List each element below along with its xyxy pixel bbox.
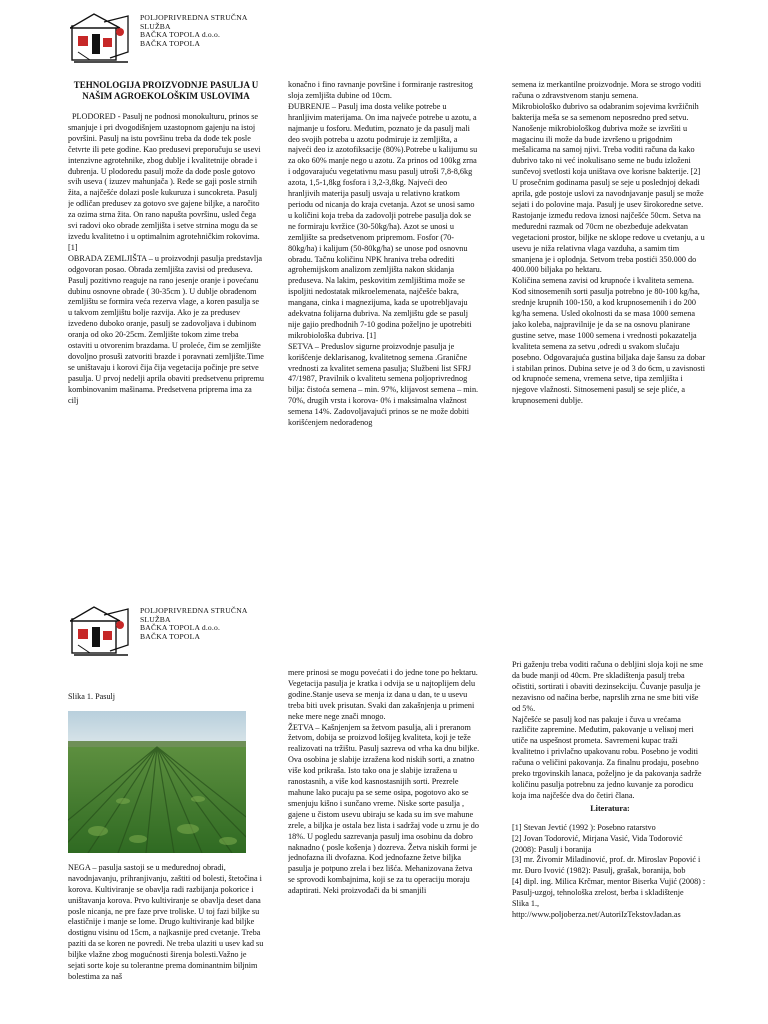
- paragraph: ŽETVA – Kašnjenjem sa žetvom pasulja, ali i preranom žetvom, dobija se proizvod lošijeg kvaliteta, koji je teže realizovati na tržištu. Pasulj sazreva od vrha ka dnu biljke. Ova osobina je slabije izražena kod niskih sorti, a znatno više kod prikraša. Isto tako ona je slabije izražena u ranostasnih, a više kod kasnostasnijih sorti. Prezrele mahune lako pucaju pa se seme osipa, pogotovo ako se smenjuju kišno i sunčano vreme. Niske sorte pasulja , gajene u čistom usevu ubiraju se kada su im sve mahune zrele, a biljka je ostala bez lista i sadržaj vode u zrnu je do 18%. U pogledu sazrevanja pasulj ima osobinu da dobro naknadno ( posle košenja ) dozreva. Žetva niskih formi je jednofazna ili dvofazna. Kod jednofazne žetve biljka pasulja je potpuno zrela i bez lišća. Mehanizovana žetva se sprovodi kombajnima, koji se za tu operaciju moraju adaptirati. Neki proizvođači da bi smanjili: [288, 722, 480, 896]
- page2-column-3: [512, 660, 708, 1024]
- page2-column-1: [68, 686, 264, 1024]
- reference-item: [2] Jovan Todorović, Mirjana Vasić, Vida Todorović (2008): Pasulj i boranija: [512, 833, 683, 854]
- org-line: BAČKA TOPOLA: [140, 38, 201, 48]
- paragraph: ĐUBRENJE – Pasulj ima dosta velike potrebe u hranljivim materijama. On ima najveće potrebe u azotu, a najmanje u fosforu. Međutim, poznato je da pasulj mali deo svojih potreba u azotu podmiruje iz zemljišta, a najveći deo iz azotofiksacije (80%).Potrebe u kalijumu su za oko 60% manje nego u azotu. Za prinos od 100kg zrna i odgovarajuću vegetativnu masu pasulj utroši 7,8-8,6kg azota, 1,5-1,8kg fosfora i 3,2-3,8kg. Najveći deo hranljivih materija pasulj usvaja u relativno kratkom periodu od nicanja do kraja cvetanja. Azot se unosi samo u količini koja treba da zadovolji potrebe pasulja dok se ne formiraju kvržice (30-50kg/ha). Azot se unosi u zemljište sa predsetvenom pripremom. Fosfor (70-80kg/ha) i kalijum (50-80kg/ha) se unose pod osnovnu obradu. Tačnu količinu NPK hraniva treba odrediti agrohemijskom analizom zemljišta nakon skidanja preduseva. Na lakim, peskovitim zemljištima može se ispoljiti nedostatak mikroelemenata, najčešće bakra, mangana, cinka i magnezijuma, kada se upotrebljavaju adekvatna folijarna đubriva. Na zemljištu gde se pasulj nije gajio predhodnih 7-10 godina poželjno je upotrebiti mikrobiološka đubriva. [1]: [288, 101, 478, 340]
- paragraph: semena iz merkantilne proizvodnje. Mora se strogo voditi računa o zdravstvenom stanju semena.: [512, 80, 702, 100]
- paragraph: Mikrobiološko đubrivo sa odabranim sojevima kvržičnih bakterija meša se sa semenom neposredno pred setvu. Nanošenje mikrobiološkog đubriva može se izvršiti u magacinu ili može da bude izvršeno u prigodnim mešalicama na samoj njivi. Treba voditi računa da kako đubrivo tako ni već inokulisano seme ne budu izloženi sunčevoj svetlosti koja uništava ove korisne bakterije. [2]: [512, 101, 701, 177]
- paragraph: U prosečnim godinama pasulj se seje u poslednjoj dekadi aprila, gde postoje uslovi za navodnjavanje pasulj se može sejati i do polovine maja. Pasulj je usev širokoredne setve. Rastojanje između redova iznosi najčešće 50cm. Setva na međuredni razmak od 70cm ne obezbeđuje adekvatan vegetacioni prostor, biljke ne sklope redove u cvetanju, a u usevu je niža relativna vlaga vazduha, a samim tim smanjena je i oplodnja. Setvom treba postići 350.000 do 400.000 biljaka po hektaru.: [512, 178, 705, 275]
- organization-logo-icon: [70, 605, 132, 661]
- reference-link[interactable]: http://www.poljoberza.net/AutoriIzTekstovJadan.as: [512, 909, 681, 919]
- paragraph: Vegetacija pasulja je kratka i odvija se u najtoplijem delu godine.Stanje useva se menja iz dana u dan, te u usevu treba biti uvek prisutan. Svaki dan zakašnjenja u primeni neke mere nege znači mnogo.: [288, 678, 476, 721]
- paragraph: Najčešće se pasulj kod nas pakuje i čuva u vrećama različite zapremine. Međutim, pakovanje u veliкој meri utiče na uspešnost prometa. Savremeni kupac traži kvalitetno i privlačno upakovanu robu. Posebno je voditi računa o veličini pakovanja. Za finalnu prodaju, posebno preko trgovinskih lanaca, poželjno je da pakovanja sadrže količinu pasulja potrebnu za jedno kuvanje za porodicu koja ima najčešće dva do četiri člana.: [512, 714, 702, 800]
- org-line: POLJOPRIVREDNA STRUČNA: [140, 13, 248, 22]
- paragraph: Pri gaženju treba voditi računa o debljini sloja koji ne sme da bude manji od 40cm. Pre skladištenja pasulj treba očistiti, sortirati i obaviti dezinsekciju. Čuvanje pasulja je nezavisno od načina berbe, naprslih zrna ne sme biti više od 5%.: [512, 660, 703, 713]
- organization-name: [140, 607, 248, 641]
- reference-item: [3] mr. Živomir Miladinović, prof. dr. Miroslav Popović i mr. Đuro Ivović (1982): Pasulj, grašak, boranija, bob: [512, 855, 701, 876]
- organization-name: [140, 14, 248, 48]
- org-line: BAČKA TOPOLA d.o.o.: [140, 30, 221, 40]
- org-line: POLJOPRIVREDNA STRUČNA: [140, 606, 248, 615]
- paragraph: NEGA – pasulja sastoji se u međurednoj obradi, navodnjavanju, prihranjivanju, zaštiti od bolesti, štetočina i korova. Kultiviranje se obavlja radi razbijanja pokorice i uništavanja korova. Prvo kultiviranje se obavlja deset dana posle nicanja, ne pre faze prve troliske. U toj fazi biljke su elastičnije i manje se lome. Drugo kultiviranje kad biljke dostignu visinu od 15cm, a najkasnije pred cvetanje. Treba paziti da se koren ne povredi. Ne treba ulaziti u usev kad su biljke vlažne zbog mogućnosti širenja bolesti.Važno je sejati sorte koje su tolerantne prema dominantnim biljnim bolestima za naš: [68, 862, 264, 981]
- reference-item: [4] dipl. ing. Milica Krčmar, mentor Biserka Vujić (2008) : Pasulj-uzgoj, tehnološka zrelost, berba i skladištenje: [512, 877, 706, 898]
- paragraph: SETVA – Preduslov sigurne proizvodnje pasulja je korišćenje deklarisanog, kvalitetnog semena .Granične vrednosti za kvalitet semena pasulja; Službeni list SFRJ 47/1987, Pravilnik o kvalitetu semena poljoprivrednog bilja: čistoća semena – min. 97%, klijavost semena – min. 70%, drugih vrsta i korova- 0% i maksimalna vlažnost semena 14%. Zadovoljavajući prinos se ne može dobiti korišćenjem nedorađenog: [288, 341, 479, 428]
- bean-field-photo: [68, 711, 246, 853]
- paragraph: PLODORED - Pasulj ne podnosi monokulturu, prinos se smanjuje i pri dvogodišnjem uzastopnom gajenju na istoj površini. Pasulj na istu površinu treba da dođe tek posle četvrte ili pete godine. Kao predusevi preporučuju se usevi intenzivne agrotehnike, zbog dublje i kvalitetnije obrade i đubrenja. U plodoredu pasulj može da dođe posle gotovo svih useva ( izuzev mahunjača ). Ređe se gaji posle strnih žita, a najčešće dolazi posle kukuruza i suncokreta. Pasulj je odličan predusev za gotovo sve gajene biljke, a naročito za ozima strna žita. On rano napušta površinu, usled čega svi radovi oko obrade zemljišta i setve strnina mogu da se izvedu kvalitetno i u optimalnim agrotehničkim rokovima. [1]: [68, 112, 261, 252]
- bean-field-image-icon: [68, 711, 246, 853]
- org-line: BAČKA TOPOLA: [140, 631, 201, 641]
- page1-column-1: [68, 80, 264, 570]
- letterhead-bottom: [70, 605, 260, 663]
- paragraph: konačno i fino ravnanje površine i formiranje rastresitog sloja zemljišta dubine od 10cm.: [288, 80, 473, 100]
- org-line: BAČKA TOPOLA d.o.o.: [140, 623, 221, 633]
- page1-column-2: [288, 80, 480, 572]
- paragraph: mere prinosi se mogu povećati i do jedne tone po hektaru.: [288, 668, 478, 677]
- org-line: SLUŽBA: [140, 614, 171, 624]
- page2-column-2: [288, 668, 480, 1024]
- reference-item: Slika 1.,: [512, 899, 540, 909]
- literature-heading: Literatura:: [590, 803, 630, 813]
- paragraph: Količina semena zavisi od krupnoće i kvaliteta semena. Kod sitnosemenih sorti pasulja potrebno je 80-100 kg/ha, srednje krupnih 100-150, a kod krupnosemenih i do 200 kg/ha semena. Usled okolnosti da se masa 1000 semena jako koleba, najpravilnije je da se na osnovu planirane gustine setve, mase 1000 semena i vrednosti pokazatelja kvaliteta semena za setvu ,odredi u svakom slučaju posebno. Odgovarajuća gustina biljaka daje šansu za dobar i stabilan prinos. Dubina setve je od 3 do 6cm, u zavisnosti od krupnoće semena, vremena setve, tipa zemljišta i njegove vlažnosti. Sitnosemeni pasulj se seje pliće, a krupnosemeni dublje.: [512, 276, 706, 406]
- org-line: SLUŽBA: [140, 21, 171, 31]
- organization-logo-icon: [70, 12, 132, 68]
- article-title: TEHNOLOGIJA PROIZVODNJE PASULJA U NAŠIM AGROEKOLOŠKIM USLOVIMA: [73, 80, 259, 101]
- page1-column-3: [512, 80, 708, 572]
- paragraph: OBRADA ZEMLJIŠTA – u proizvodnji pasulja predstavlja odgovoran posao. Obrada zemljišta zavisi od preduseva. Pasulj pozitivno reaguje na rano jesenje oranje i povećanu dubinu osnovne obrade ( 30-35cm ). U dublje obrađenom zemljištu se formira veća rezerva vlage, a koren pasulja se u takvom zemljištu bolje razvija. Ako je za predusev izvedeno duboko oranje, pasulj se zadovoljava i dubinom oranja od oko 20-25cm. Zemljište tokom zime treba ostaviti u otvorenim brazdama. U proleće, čim se zemljište dovoljno prosuši zatvoriti brazde i poravnati zemljište.Time se uništavaju i korovi čija čija vegetacija počinje pre setve pasulja. U prvoj nedelji aprila obaviti predsetvenu pripremu kombinovanim mašinama. Predsetvena priprema ima za cilj: [68, 253, 264, 405]
- reference-item: [1] Stevan Jevtić (1992 ): Posebno ratarstvo: [512, 822, 656, 832]
- letterhead-top: [70, 12, 260, 70]
- figure-caption: Slika 1. Pasulj: [68, 692, 116, 701]
